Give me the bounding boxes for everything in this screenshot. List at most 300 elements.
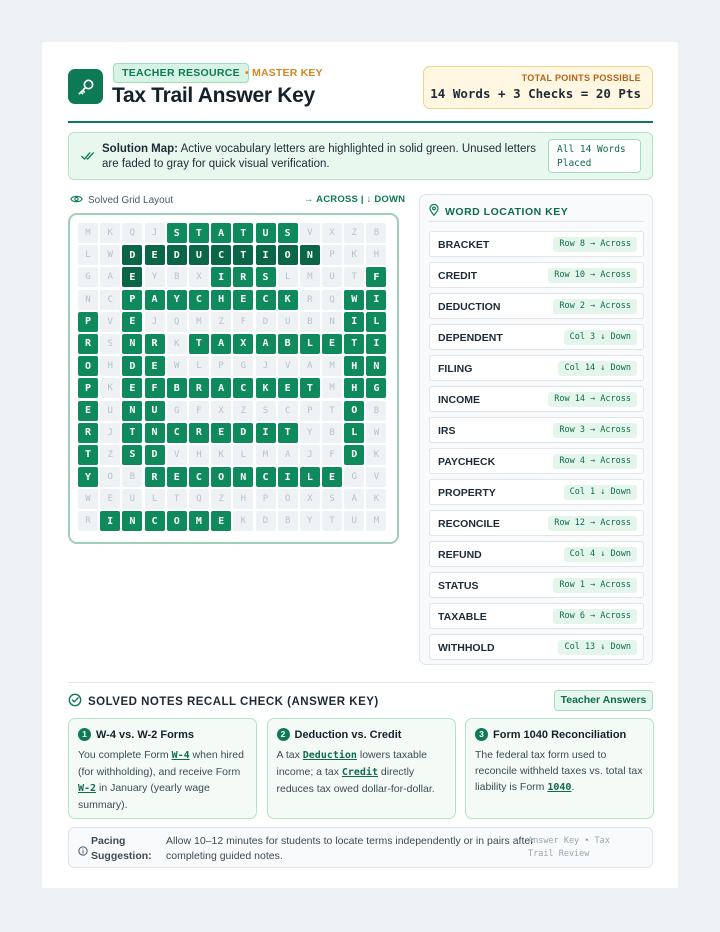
grid-cell: M	[322, 378, 342, 398]
grid-cell: Z	[233, 401, 253, 421]
word-location-badge: Row 10 → Across	[548, 268, 637, 283]
grid-cell: C	[278, 401, 298, 421]
grid-cell: T	[233, 223, 253, 243]
word-location-word: REFUND	[438, 549, 482, 561]
word-location-word: DEDUCTION	[438, 301, 501, 313]
grid-cell: S	[100, 334, 120, 354]
grid-cell: B	[366, 223, 386, 243]
grid-cell: L	[145, 489, 165, 509]
key-icon	[68, 69, 103, 104]
grid-cell: N	[122, 401, 142, 421]
answer-term: Deduction	[302, 750, 357, 761]
word-location-word: INCOME	[438, 394, 480, 406]
grid-cell: G	[78, 267, 98, 287]
grid-cell: E	[322, 334, 342, 354]
grid-cell: U	[100, 401, 120, 421]
word-location-badge: Col 1 ↓ Down	[564, 485, 637, 500]
grid-cell: I	[100, 511, 120, 531]
word-location-badge: Row 1 → Across	[553, 578, 637, 593]
grid-cell: R	[145, 467, 165, 487]
grid-cell: N	[122, 511, 142, 531]
word-location-badge: Row 6 → Across	[553, 609, 637, 624]
teacher-resource-badge: TEACHER RESOURCE	[113, 63, 249, 83]
notes-card-text: The federal tax form used to reconcile withheld taxes vs. total tax liability is Form	[475, 749, 643, 793]
grid-cell: V	[366, 467, 386, 487]
grid-cell: N	[233, 467, 253, 487]
solution-map-description: Active vocabulary letters are highlighted in solid green. Unused letters are faded to gray for quick visual verification.	[102, 143, 536, 170]
grid-cell: D	[167, 245, 187, 265]
notes-card-title	[475, 728, 644, 741]
grid-cell: M	[189, 312, 209, 332]
card-number-badge: 3	[475, 728, 488, 741]
word-location-row	[429, 262, 644, 288]
word-location-row	[429, 293, 644, 319]
grid-cell: E	[278, 378, 298, 398]
grid-cell: D	[122, 356, 142, 376]
grid-cell: P	[211, 356, 231, 376]
grid-cell: O	[211, 467, 231, 487]
grid-cell: S	[167, 223, 187, 243]
word-location-row	[429, 324, 644, 350]
word-search-grid-frame	[68, 213, 399, 544]
total-points-box	[423, 66, 653, 109]
word-location-row	[429, 634, 644, 660]
grid-cell: P	[256, 489, 276, 509]
grid-cell: B	[122, 467, 142, 487]
grid-cell: S	[256, 267, 276, 287]
grid-cell: T	[78, 445, 98, 465]
grid-cell: U	[322, 267, 342, 287]
grid-cell: G	[344, 467, 364, 487]
grid-cell: G	[233, 356, 253, 376]
notes-card-title-text: Form 1040 Reconciliation	[493, 728, 627, 741]
grid-cell: C	[100, 290, 120, 310]
pacing-label: Pacing Suggestion:	[91, 835, 152, 862]
grid-cell: F	[366, 267, 386, 287]
grid-cell: Z	[211, 312, 231, 332]
notes-title: SOLVED NOTES RECALL CHECK (ANSWER KEY)	[88, 695, 379, 708]
grid-cell: O	[78, 356, 98, 376]
word-location-badge: Col 13 ↓ Down	[558, 640, 637, 655]
master-key-badge: • MASTER KEY	[245, 67, 323, 79]
grid-cell: E	[211, 423, 231, 443]
grid-cell: Z	[211, 489, 231, 509]
grid-cell: B	[278, 511, 298, 531]
grid-cell: G	[366, 378, 386, 398]
solution-map-label: Solution Map:	[102, 143, 179, 155]
notes-card-title-text: W-4 vs. W-2 Forms	[96, 728, 194, 741]
word-location-row	[429, 231, 644, 257]
grid-cell: R	[78, 423, 98, 443]
grid-cell: L	[278, 267, 298, 287]
grid-cell: L	[233, 445, 253, 465]
grid-cell: O	[344, 401, 364, 421]
grid-cell: B	[366, 401, 386, 421]
solution-map-banner	[68, 132, 653, 180]
notes-card-text: lowers taxable income; a tax	[276, 749, 427, 778]
grid-cell: X	[322, 223, 342, 243]
grid-cell: Z	[344, 223, 364, 243]
check-circle-icon	[68, 693, 82, 710]
grid-cell: C	[211, 245, 231, 265]
word-location-row	[429, 448, 644, 474]
grid-cell: I	[366, 290, 386, 310]
grid-cell: U	[344, 511, 364, 531]
grid-cell: A	[256, 334, 276, 354]
grid-cell: D	[145, 445, 165, 465]
word-location-row	[429, 510, 644, 536]
word-location-badge: Col 14 ↓ Down	[558, 361, 637, 376]
grid-cell: U	[189, 245, 209, 265]
grid-cell: E	[122, 267, 142, 287]
grid-cell: T	[233, 245, 253, 265]
grid-cell: P	[78, 378, 98, 398]
grid-cell: A	[211, 334, 231, 354]
card-number-badge: 1	[78, 728, 91, 741]
grid-cell: K	[100, 223, 120, 243]
word-location-word: WITHHOLD	[438, 642, 495, 654]
grid-cell: V	[278, 356, 298, 376]
grid-cell: H	[189, 445, 209, 465]
grid-cell: W	[100, 245, 120, 265]
grid-cell: X	[300, 489, 320, 509]
grid-cell: M	[189, 511, 209, 531]
word-location-row	[429, 355, 644, 381]
header-divider	[68, 121, 653, 123]
word-location-word: TAXABLE	[438, 611, 487, 623]
grid-cell: H	[366, 245, 386, 265]
grid-cell: L	[366, 312, 386, 332]
grid-cell: J	[300, 445, 320, 465]
word-location-row	[429, 386, 644, 412]
grid-cell: L	[78, 245, 98, 265]
grid-cell: T	[300, 378, 320, 398]
grid-cell: Y	[300, 511, 320, 531]
card-number-badge: 2	[277, 728, 290, 741]
grid-cell: F	[233, 312, 253, 332]
grid-cell: E	[211, 511, 231, 531]
grid-cell: D	[256, 511, 276, 531]
word-location-word: CREDIT	[438, 270, 478, 282]
grid-cell: W	[78, 489, 98, 509]
total-points-label: TOTAL POINTS POSSIBLE	[521, 73, 641, 83]
grid-cell: C	[189, 467, 209, 487]
notes-card	[267, 718, 456, 819]
grid-cell: K	[100, 378, 120, 398]
grid-cell: L	[300, 467, 320, 487]
grid-cell: F	[189, 401, 209, 421]
notes-card-text: .	[571, 781, 575, 793]
grid-cell: T	[278, 423, 298, 443]
grid-cell: Y	[300, 423, 320, 443]
notes-card-title	[277, 728, 446, 741]
grid-cell: H	[344, 378, 364, 398]
word-location-word: FILING	[438, 363, 473, 375]
grid-cell: K	[278, 290, 298, 310]
grid-cell: X	[189, 267, 209, 287]
grid-cell: V	[100, 312, 120, 332]
grid-cell: O	[167, 511, 187, 531]
answer-key-page	[42, 42, 678, 888]
notes-card-body	[78, 747, 247, 813]
grid-cell: C	[256, 467, 276, 487]
grid-cell: C	[167, 423, 187, 443]
word-search-grid	[78, 223, 386, 531]
notes-card-text: directly reduces tax owed dollar-for-dollar.	[276, 766, 435, 795]
grid-cell: P	[300, 401, 320, 421]
grid-cell: Q	[189, 489, 209, 509]
grid-cell: C	[256, 290, 276, 310]
grid-cell: N	[322, 312, 342, 332]
grid-cell: X	[233, 334, 253, 354]
grid-cell: W	[366, 423, 386, 443]
grid-cell: K	[233, 511, 253, 531]
word-location-badge: Row 14 → Across	[548, 392, 637, 407]
grid-cell: I	[366, 334, 386, 354]
grid-cell: F	[145, 378, 165, 398]
grid-cell: E	[145, 356, 165, 376]
pacing-text: Allow 10–12 minutes for students to locate terms independently or in pairs after completing guided notes.	[166, 835, 534, 862]
grid-cell: C	[189, 290, 209, 310]
map-pin-icon	[429, 204, 439, 219]
word-location-word: DEPENDENT	[438, 332, 503, 344]
pacing-footer: Answer Key • Tax Trail Review	[528, 836, 610, 859]
grid-cell: T	[322, 401, 342, 421]
word-location-row	[429, 603, 644, 629]
notes-card	[68, 718, 257, 819]
info-icon	[78, 843, 88, 861]
notes-card	[465, 718, 654, 819]
word-location-row	[429, 479, 644, 505]
notes-card-text: when hired (for withholding), and receive Form	[78, 749, 244, 778]
grid-cell: H	[211, 290, 231, 310]
word-location-word: PROPERTY	[438, 487, 496, 499]
grid-cell: I	[256, 245, 276, 265]
grid-cell: R	[233, 267, 253, 287]
notes-card-body	[277, 747, 446, 797]
grid-cell: K	[211, 445, 231, 465]
grid-cell: J	[145, 312, 165, 332]
answer-term: W-4	[171, 750, 190, 761]
grid-cell: K	[256, 378, 276, 398]
grid-cell: R	[189, 378, 209, 398]
grid-cell: C	[145, 511, 165, 531]
solution-map-text	[102, 142, 552, 171]
notes-card-text: A tax	[276, 749, 303, 761]
grid-cell: A	[211, 378, 231, 398]
grid-cell: E	[100, 489, 120, 509]
grid-cell: N	[78, 290, 98, 310]
word-location-word: RECONCILE	[438, 518, 500, 530]
word-location-word: IRS	[438, 425, 456, 437]
grid-cell: R	[145, 334, 165, 354]
grid-cell: M	[256, 445, 276, 465]
notes-card-text: in January (yearly wage summary).	[78, 782, 210, 811]
grid-cell: K	[344, 245, 364, 265]
grid-cell: W	[167, 356, 187, 376]
grid-cell: B	[167, 378, 187, 398]
notes-card-title-text: Deduction vs. Credit	[294, 728, 402, 741]
grid-label	[70, 194, 173, 207]
word-location-badge: Row 4 → Across	[553, 454, 637, 469]
grid-cell: U	[145, 401, 165, 421]
grid-cell: Q	[167, 312, 187, 332]
grid-cell: T	[122, 423, 142, 443]
grid-cell: V	[167, 445, 187, 465]
grid-cell: T	[189, 334, 209, 354]
word-location-row	[429, 572, 644, 598]
grid-cell: J	[145, 223, 165, 243]
grid-cell: T	[344, 267, 364, 287]
grid-cell: D	[344, 445, 364, 465]
word-location-word: BRACKET	[438, 239, 490, 251]
notes-card-body	[475, 747, 644, 796]
grid-cell: O	[278, 489, 298, 509]
grid-cell: R	[300, 290, 320, 310]
grid-cell: I	[344, 312, 364, 332]
grid-cell: U	[278, 312, 298, 332]
grid-cell: H	[233, 489, 253, 509]
answer-term: 1040	[547, 782, 572, 793]
grid-cell: N	[366, 356, 386, 376]
word-location-row	[429, 417, 644, 443]
grid-cell: M	[300, 267, 320, 287]
pacing-suggestion	[68, 827, 653, 868]
grid-cell: Y	[167, 290, 187, 310]
grid-cell: L	[300, 334, 320, 354]
all-words-placed-tag: All 14 Words Placed	[548, 139, 641, 173]
grid-cell: O	[278, 245, 298, 265]
grid-cell: T	[167, 489, 187, 509]
teacher-answers-button[interactable]: Teacher Answers	[554, 690, 653, 711]
grid-cell: Z	[100, 445, 120, 465]
section-divider	[68, 682, 653, 683]
word-location-key-header	[429, 204, 568, 219]
grid-cell: J	[100, 423, 120, 443]
grid-cell: M	[366, 511, 386, 531]
grid-cell: M	[322, 356, 342, 376]
notes-card-title	[78, 728, 247, 741]
grid-cell: Q	[122, 223, 142, 243]
grid-label-text: Solved Grid Layout	[88, 195, 174, 206]
grid-cell: E	[167, 467, 187, 487]
grid-cell: I	[256, 423, 276, 443]
word-location-badge: Row 12 → Across	[548, 516, 637, 531]
grid-cell: E	[145, 245, 165, 265]
grid-cell: T	[189, 223, 209, 243]
answer-term: W-2	[78, 783, 97, 794]
word-location-badge: Row 2 → Across	[553, 299, 637, 314]
grid-cell: D	[122, 245, 142, 265]
page-title: Tax Trail Answer Key	[112, 84, 315, 107]
grid-cell: A	[211, 223, 231, 243]
grid-cell: R	[189, 423, 209, 443]
word-location-badge: Row 8 → Across	[553, 237, 637, 252]
grid-cell: U	[122, 489, 142, 509]
double-check-icon	[81, 149, 95, 167]
grid-cell: P	[122, 290, 142, 310]
grid-cell: I	[211, 267, 231, 287]
word-location-key	[419, 194, 653, 665]
word-location-word: STATUS	[438, 580, 479, 592]
grid-cell: H	[100, 356, 120, 376]
total-points-value: 14 Words + 3 Checks = 20 Pts	[430, 86, 641, 101]
grid-cell: P	[78, 312, 98, 332]
notes-header	[68, 693, 379, 710]
word-location-row	[429, 541, 644, 567]
grid-cell: P	[322, 245, 342, 265]
grid-cell: U	[256, 223, 276, 243]
grid-cell: S	[122, 445, 142, 465]
grid-cell: J	[256, 356, 276, 376]
grid-cell: E	[122, 378, 142, 398]
grid-cell: B	[322, 423, 342, 443]
grid-cell: E	[322, 467, 342, 487]
grid-cell: X	[211, 401, 231, 421]
grid-cell: C	[233, 378, 253, 398]
grid-cell: A	[344, 489, 364, 509]
grid-cell: B	[167, 267, 187, 287]
grid-cell: M	[78, 223, 98, 243]
eye-icon	[70, 194, 83, 207]
grid-cell: K	[366, 445, 386, 465]
grid-cell: E	[78, 401, 98, 421]
grid-cell: S	[256, 401, 276, 421]
grid-direction-legend: → ACROSS | ↓ DOWN	[304, 194, 406, 205]
grid-cell: D	[233, 423, 253, 443]
word-location-badge: Col 3 ↓ Down	[564, 330, 637, 345]
grid-cell: R	[78, 511, 98, 531]
word-location-word: PAYCHECK	[438, 456, 496, 468]
grid-cell: F	[322, 445, 342, 465]
grid-cell: H	[344, 356, 364, 376]
grid-cell: B	[300, 312, 320, 332]
key-divider	[429, 221, 644, 222]
grid-cell: K	[366, 489, 386, 509]
grid-cell: O	[100, 467, 120, 487]
grid-cell: G	[167, 401, 187, 421]
grid-cell: Y	[145, 267, 165, 287]
grid-cell: R	[78, 334, 98, 354]
grid-cell: A	[100, 267, 120, 287]
grid-cell: E	[233, 290, 253, 310]
grid-cell: L	[344, 423, 364, 443]
grid-cell: Q	[322, 290, 342, 310]
grid-cell: N	[145, 423, 165, 443]
grid-cell: T	[322, 511, 342, 531]
grid-cell: V	[300, 223, 320, 243]
grid-cell: K	[167, 334, 187, 354]
notes-card-text: You complete Form	[78, 749, 172, 761]
answer-term: Credit	[341, 767, 378, 778]
grid-cell: E	[122, 312, 142, 332]
grid-cell: A	[145, 290, 165, 310]
grid-cell: N	[300, 245, 320, 265]
grid-cell: L	[189, 356, 209, 376]
grid-cell: N	[122, 334, 142, 354]
word-location-badge: Col 4 ↓ Down	[564, 547, 637, 562]
grid-cell: T	[344, 334, 364, 354]
grid-cell: A	[300, 356, 320, 376]
grid-cell: S	[322, 489, 342, 509]
grid-cell: A	[278, 445, 298, 465]
grid-cell: S	[278, 223, 298, 243]
grid-cell: D	[256, 312, 276, 332]
word-location-badge: Row 3 → Across	[553, 423, 637, 438]
word-location-key-title: WORD LOCATION KEY	[445, 205, 569, 218]
grid-cell: I	[278, 467, 298, 487]
grid-cell: W	[344, 290, 364, 310]
